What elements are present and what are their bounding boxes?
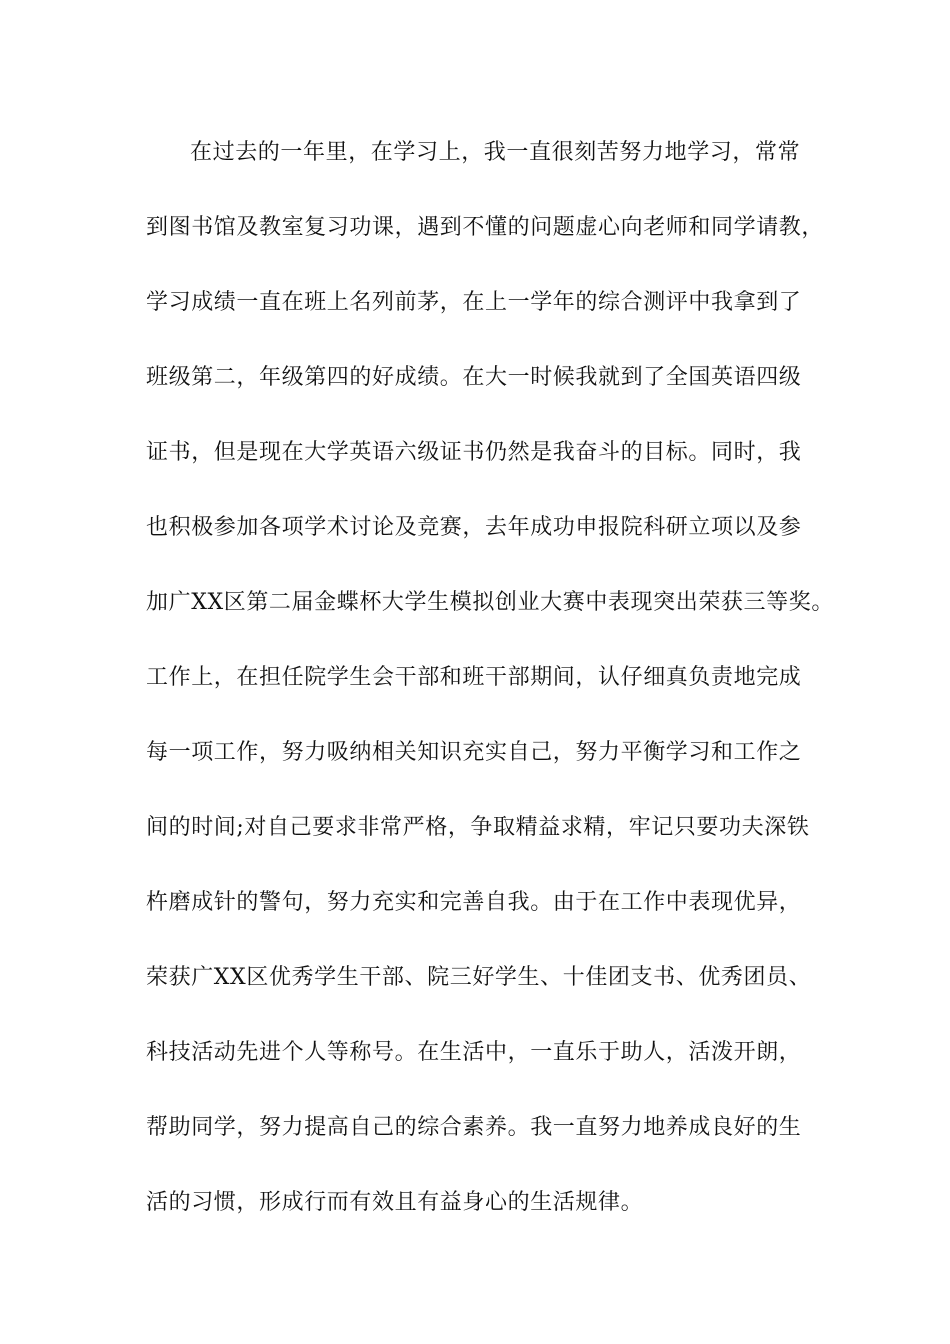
paragraph-line: 每一项工作，努力吸纳相关知识充实自己，努力平衡学习和工作之	[146, 740, 802, 765]
paragraph-line: 到图书馆及教室复习功课，遇到不懂的问题虚心向老师和同学请教，	[146, 215, 825, 240]
paragraph-line: 帮助同学，努力提高自己的综合素养。我一直努力地养成良好的生	[146, 1115, 802, 1140]
paragraph-line: 班级第二，年级第四的好成绩。在大一时候我就到了全国英语四级	[146, 365, 802, 390]
paragraph-line: 也积极参加各项学术讨论及竞赛，去年成功申报院科研立项以及参	[146, 515, 802, 540]
body-paragraph	[146, 128, 834, 1253]
paragraph-line: 科技活动先进个人等称号。在生活中，一直乐于助人，活泼开朗，	[146, 1040, 802, 1065]
paragraph-line: 间的时间;对自己要求非常严格，争取精益求精，牢记只要功夫深铁	[146, 815, 810, 840]
paragraph-line: 在过去的一年里，在学习上，我一直很刻苦努力地学习，常常	[190, 140, 801, 165]
paragraph-line: 杵磨成针的警句，努力充实和完善自我。由于在工作中表现优异，	[146, 890, 802, 915]
paragraph-line: 加广XX区第二届金蝶杯大学生模拟创业大赛中表现突出荣获三等奖。	[146, 590, 834, 615]
paragraph-line: 学习成绩一直在班上名列前茅，在上一学年的综合测评中我拿到了	[146, 290, 802, 315]
paragraph-line: 工作上，在担任院学生会干部和班干部期间，认仔细真负责地完成	[146, 665, 802, 690]
paragraph-line: 证书，但是现在大学英语六级证书仍然是我奋斗的目标。同时，我	[146, 440, 802, 465]
paragraph-line: 荣获广XX区优秀学生干部、院三好学生、十佳团支书、优秀团员、	[146, 965, 812, 990]
paragraph-line: 活的习惯，形成行而有效且有益身心的生活规律。	[146, 1190, 644, 1215]
